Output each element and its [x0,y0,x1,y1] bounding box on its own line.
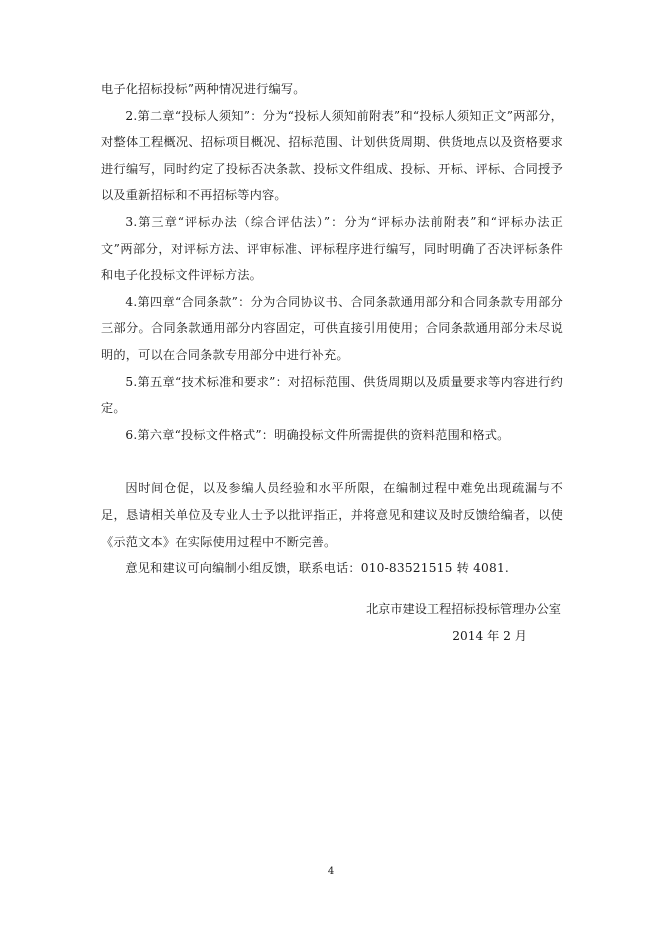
paragraph-chapter-6: 6.第六章“投标文件格式”：明确投标文件所需提供的资料范围和格式。 [125,427,510,442]
paragraph-chapter-2: 2.第二章“投标人须知”：分为“投标人须知前附表”和“投标人须知正文”两部分，对整体工程概况、招标项目概况、招标范围、计划供货周期、供货地点以及资格要求进行编写，同时约定了投标否决条款、投标文件组成、投标、开标、评标、合同授予以及重新招标和不再招标等内容。 [101,108,563,203]
signature-block [366,596,561,649]
paragraph-chapter-4: 4.第四章“合同条款”：分为合同协议书、合同条款通用部分和合同条款专用部分三部分。合同条款通用部分内容固定，可供直接引用使用；合同条款通用部分未尽说明的，可以在合同条款专用部分中进行补充。 [101,294,563,362]
paragraph-continuation: 电子化招标投标”两种情况进行编写。 [101,82,306,96]
paragraph-chapter-3: 3.第三章“评标办法（综合评估法）”：分为“评标办法前附表”和“评标办法正文”两部分，对评标方法、评审标准、评标程序进行编写，同时明确了否决评标条件和电子化投标文件评标方法。 [101,214,563,283]
paragraph-contact: 意见和建议可向编制小组反馈，联系电话：010-83521515 转 4081. [125,561,509,576]
paragraph-apology: 因时间仓促，以及参编人员经验和水平所限，在编制过程中难免出现疏漏与不足，恳请相关单位及专业人士予以批评指正，并将意见和建议及时反馈给编者，以使《示范文本》在实际使用过程中不断完善。 [101,481,563,549]
signature-organization: 北京市建设工程招标投标管理办公室 [366,602,561,616]
page-number: 4 [327,866,335,877]
paragraph-chapter-5: 5.第五章“技术标准和要求”：对招标范围、供货周期以及质量要求等内容进行约定。 [101,374,563,416]
paragraph-spacer [101,448,563,475]
signature-date: 2014 年 2 月 [452,628,527,643]
document-body [101,76,563,582]
